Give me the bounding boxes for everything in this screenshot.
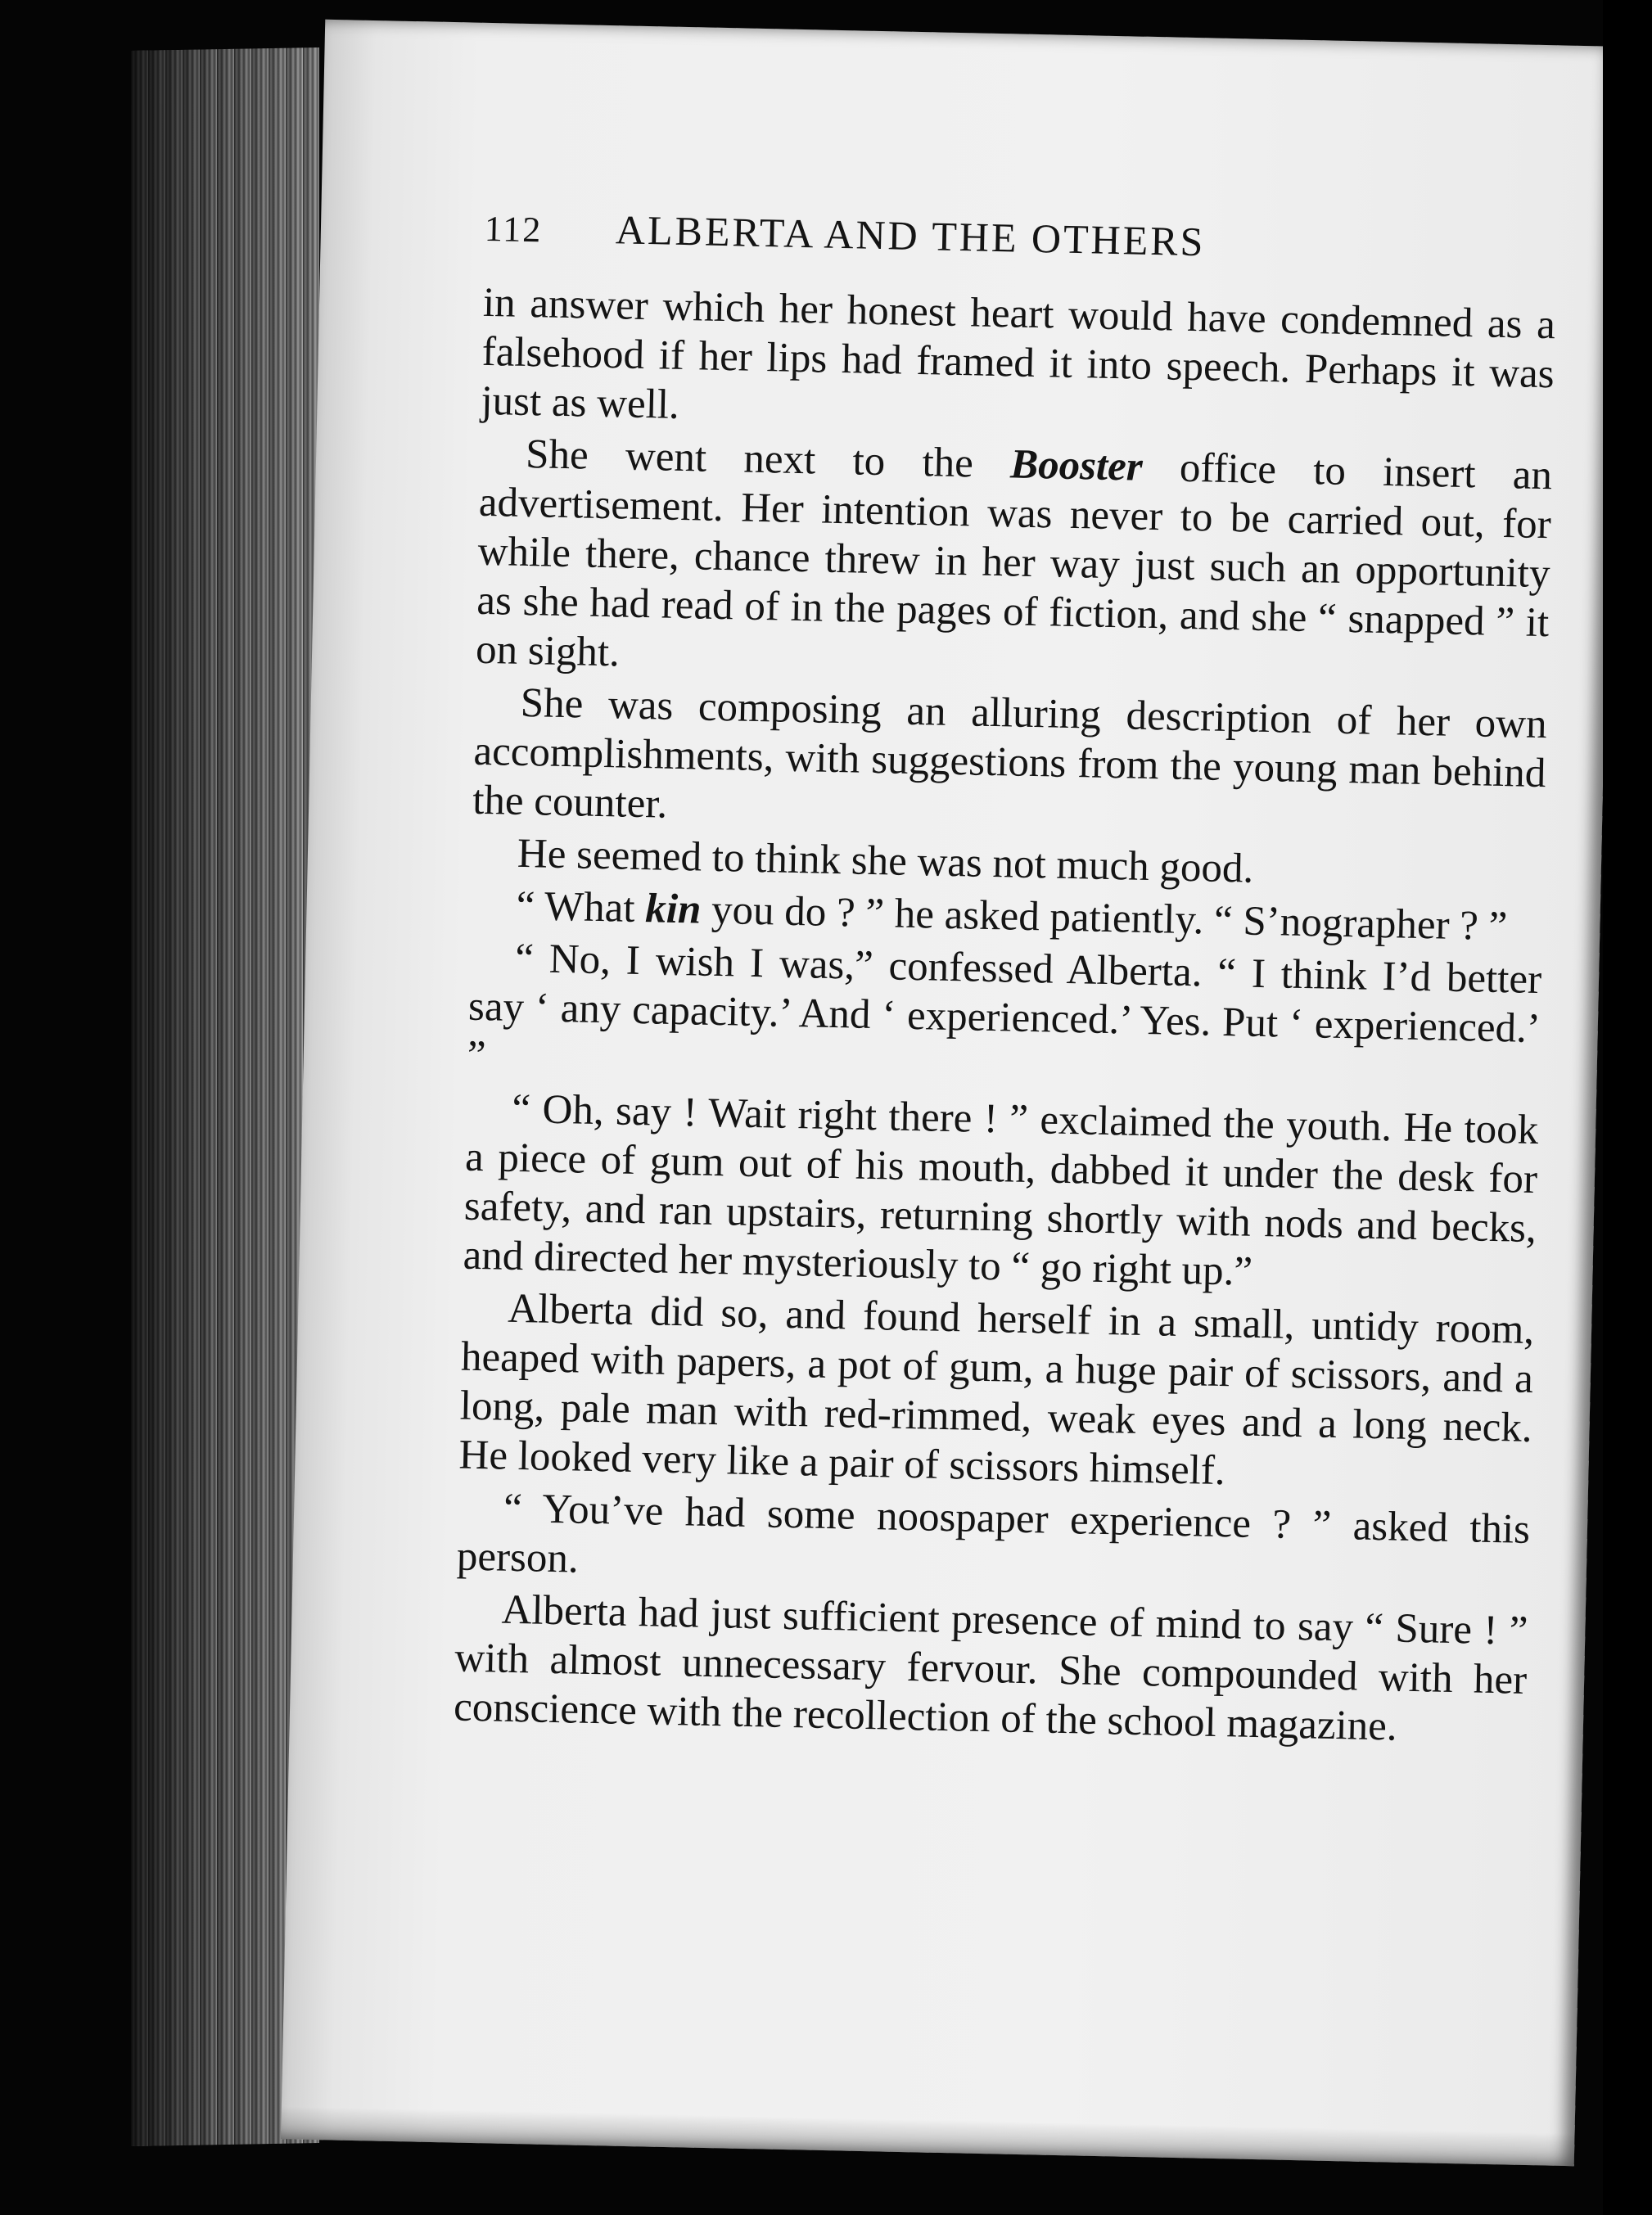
paragraph-text: Alberta did so, and found herself in a small, untidy room, heaped with papers, a pot of gum, a huge pair of scissors, and a long, pale man with red-rimmed, weak eyes and a long neck. He looked very like a pair of scissors himself. [458, 1285, 1535, 1495]
paragraph-text: office to insert an advertisement. Her intention was never to be carried out, for while there, chance threw in her way just such an opportunity as she had read of in the pages of fiction, and she “ snapped ” it on sight. [475, 444, 1553, 676]
paragraph [481, 278, 1555, 448]
paragraph [472, 678, 1547, 847]
italic-text: Booster [1009, 441, 1144, 490]
page-content [453, 203, 1557, 1757]
paragraph [454, 1585, 1528, 1754]
paragraph-text: He seemed to think she was not much good. [517, 830, 1254, 892]
page-number: 112 [484, 208, 543, 250]
paragraph [467, 933, 1541, 1103]
paragraph [458, 1283, 1535, 1502]
paragraph [456, 1483, 1530, 1604]
scanner-edge [1603, 0, 1652, 2215]
paragraph-text: “ Oh, say ! Wait right there ! ” exclaimed the youth. He took a piece of gum out of his mouth, dabbed it under the desk for safety, and ran upstairs, returning shortly with nods and becks, and directed her mysteriously to “ go right up.” [463, 1085, 1539, 1295]
paragraph [463, 1084, 1539, 1302]
paragraph [476, 429, 1553, 697]
paragraph-text: you do ? ” he asked patiently. “ S’nographer ? ” [700, 886, 1508, 950]
book-page [281, 20, 1618, 2167]
paragraph-text: Alberta had just sufficient presence of mind to say “ Sure ! ” with almost unnecessary fervour. She compounded with her conscience with the recollection of the school magazine. [453, 1586, 1528, 1750]
italic-text: kin [644, 886, 702, 933]
paragraph-text: She went next to the [525, 431, 1011, 488]
paragraph-text: She was composing an alluring description of her own accomplishments, with suggestions from the young man behind the counter. [472, 679, 1548, 828]
running-head-title: ALBERTA AND THE OTHERS [615, 206, 1207, 265]
paragraph-text: “ What [516, 882, 646, 932]
text-body [454, 278, 1556, 1754]
paragraph-text: “ No, I wish I was,” confessed Alberta. “ I think I’d better say ‘ any capacity.’ And ‘ experienced.’ Yes. Put ‘ experienced.’ ” [467, 935, 1542, 1080]
paragraph-text: in answer which her honest heart would have condemned as a falsehood if her lips had framed it into speech. Perhaps it was just as well. [480, 279, 1556, 428]
running-head [484, 203, 1557, 277]
paragraph-text: “ You’ve had some noospaper experience ? ” asked this person. [456, 1485, 1531, 1582]
